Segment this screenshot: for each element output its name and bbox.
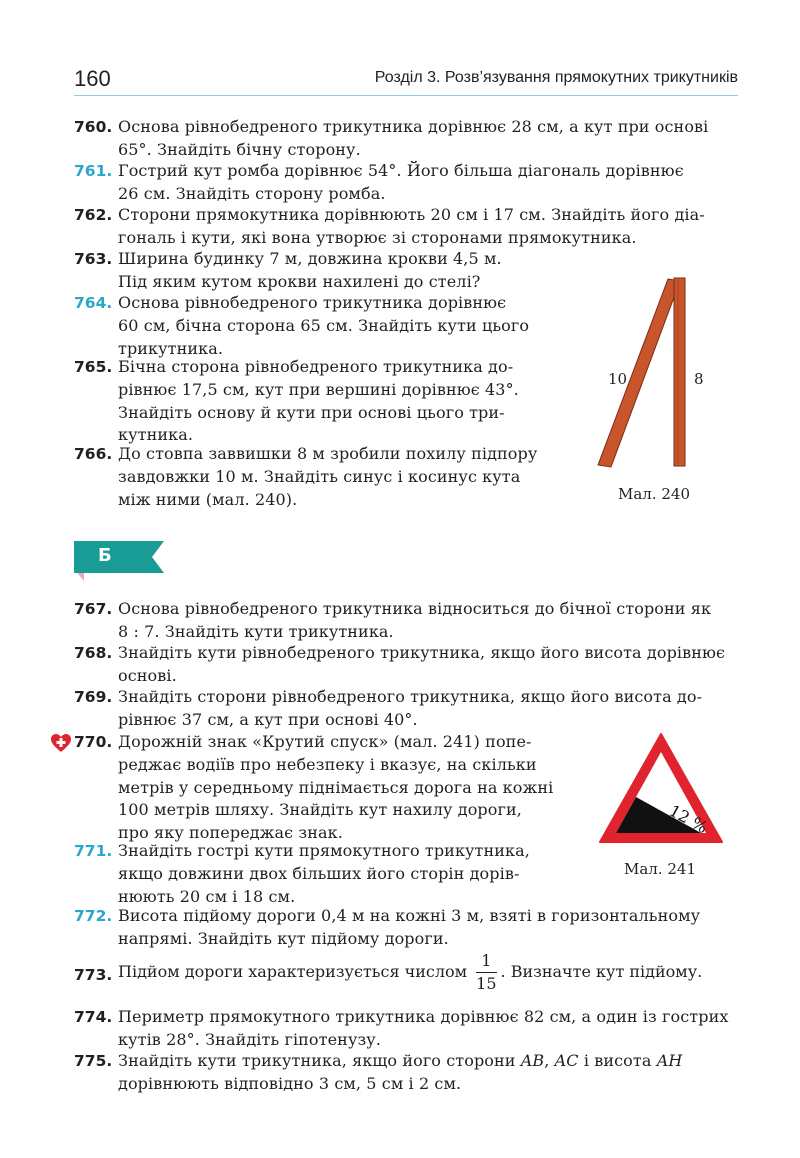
problem-number: 766.	[74, 445, 113, 463]
problem-text: . Визначте кут підйому.	[500, 962, 703, 981]
problem-number: 768.	[74, 644, 113, 662]
problem-text: Периметр прямокутного трикутника дорівнює 82 см, а один із гострих	[118, 1007, 729, 1026]
problem-text: Під яким кутом крокви нахилені до стелі?	[118, 271, 481, 291]
problem-number: 774.	[74, 1008, 113, 1026]
problem-772	[74, 905, 700, 951]
problem-text: 65°. Знайдіть бічну сторону.	[118, 139, 361, 159]
problem-text: Бічна сторона рівнобедреного трикутника до-	[118, 357, 514, 376]
problem-text: трикутника.	[118, 338, 224, 358]
problem-762	[74, 204, 705, 250]
header-divider	[74, 95, 738, 96]
problem-text: До стовпа заввишки 8 м зробили похилу підпору	[118, 444, 538, 463]
problem-761	[74, 160, 684, 206]
segment-ab: AB	[520, 1051, 545, 1070]
problem-text: Дорожній знак «Крутий спуск» (мал. 241) попе-	[118, 732, 532, 751]
figure-240-caption: Мал. 240	[618, 485, 690, 503]
problem-number: 763.	[74, 250, 113, 268]
problem-775	[74, 1050, 682, 1096]
fraction-numerator: 1	[481, 951, 492, 970]
problem-text: Основа рівнобедреного трикутника відноситься до бічної сторони як	[118, 599, 712, 618]
problem-text: Висота підйому дороги 0,4 м на кожні 3 м, взяті в горизонтальному	[118, 906, 701, 925]
problem-769	[74, 686, 702, 732]
problem-number: 764.	[74, 294, 113, 312]
problem-number: 772.	[74, 907, 113, 925]
problem-771	[74, 840, 530, 908]
problem-text: Основа рівнобедреного трикутника дорівнює	[118, 293, 507, 312]
problem-text: про яку попереджає знак.	[118, 823, 343, 843]
problem-text: нюють 20 см і 18 см.	[118, 886, 296, 906]
figure-241-caption: Мал. 241	[624, 860, 696, 878]
problem-number: 760.	[74, 118, 113, 136]
page-number: 160	[74, 66, 111, 91]
fraction-denominator: 15	[476, 974, 497, 993]
problem-text: гональ і кути, які вона утворює зі сторонами прямокутника.	[118, 227, 637, 247]
problem-text: 60 см, бічна сторона 65 см. Знайдіть кути цього	[118, 315, 530, 335]
problem-text: реджає водіїв про небезпеку і вказує, на скільки	[118, 754, 537, 774]
problem-768	[74, 642, 725, 688]
problem-text: Знайдіть сторони рівнобедреного трикутника, якщо його висота до-	[118, 687, 703, 706]
problem-text: напрямі. Знайдіть кут підйому дороги.	[118, 928, 449, 948]
heart-plus-icon	[50, 733, 72, 753]
problem-text: рівнює 17,5 см, кут при вершині дорівнює 43°.	[118, 379, 519, 399]
figure-241-road-sign	[596, 730, 726, 848]
problem-text: кутів 28°. Знайдіть гіпотенузу.	[118, 1029, 381, 1049]
fraction	[476, 950, 496, 995]
problem-number: 769.	[74, 688, 113, 706]
problem-text: якщо довжини двох більших його сторін дорів-	[118, 863, 520, 883]
problem-text: Сторони прямокутника дорівнюють 20 см і 17 см. Знайдіть його діа-	[118, 205, 705, 224]
problem-773	[74, 950, 702, 995]
label-vertical: 8	[694, 370, 704, 388]
chapter-title: Розділ 3. Розв’язування прямокутних трикутників	[374, 69, 738, 86]
problem-763	[74, 248, 502, 294]
problem-text: Підйом дороги характеризується числом	[118, 962, 468, 981]
segment-ac: AC	[554, 1051, 579, 1070]
problem-770	[74, 731, 553, 845]
problem-text: 100 метрів шляху. Знайдіть кут нахилу дороги,	[118, 800, 522, 820]
problem-text: кутника.	[118, 425, 194, 445]
problem-text: Гострий кут ромба дорівнює 54°. Його більша діагональ дорівнює	[118, 161, 684, 180]
problem-text: 26 см. Знайдіть сторону ромба.	[118, 183, 386, 203]
problem-text: між ними (мал. 240).	[118, 489, 298, 509]
problem-number: 765.	[74, 358, 113, 376]
problem-text: Знайдіть основу й кути при основі цього три-	[118, 402, 505, 422]
sign-text: 12 %	[666, 800, 711, 838]
problem-766	[74, 443, 537, 511]
page-header	[0, 0, 800, 100]
problem-764	[74, 292, 529, 360]
problem-text: завдовжки 10 м. Знайдіть синус і косинус кута	[118, 466, 521, 486]
problem-text: метрів у середньому піднімається дорога на кожні	[118, 777, 554, 797]
problem-text: дорівнюють відповідно 3 см, 5 см і 2 см.	[118, 1073, 462, 1093]
vertical-pole	[674, 278, 685, 466]
problem-text: Знайдіть кути рівнобедреного трикутника, якщо його висота дорівнює	[118, 643, 726, 662]
problem-text: основі.	[118, 665, 177, 685]
problem-number: 762.	[74, 206, 113, 224]
problem-number: 770.	[74, 733, 113, 751]
problem-number: 761.	[74, 162, 113, 180]
problem-767	[74, 598, 711, 644]
problem-text: 8 : 7. Знайдіть кути трикутника.	[118, 621, 394, 641]
label-slanted: 10	[608, 370, 628, 388]
problem-text: Ширина будинку 7 м, довжина крокви 4,5 м.	[118, 249, 502, 268]
problem-text: Знайдіть гострі кути прямокутного трикутника,	[118, 841, 530, 860]
section-tab	[74, 541, 164, 581]
problem-text: Знайдіть кути трикутника, якщо його сторони AB, AC і висота AH	[118, 1051, 683, 1070]
segment-ah: AH	[656, 1051, 683, 1070]
problem-774	[74, 1006, 728, 1052]
problem-760	[74, 116, 708, 162]
problem-number: 767.	[74, 600, 113, 618]
problem-number: 771.	[74, 842, 113, 860]
problem-number: 775.	[74, 1052, 113, 1070]
problem-text: рівнює 37 см, а кут при основі 40°.	[118, 709, 418, 729]
section-letter: Б	[98, 545, 112, 566]
problem-765	[74, 356, 519, 447]
problem-number: 773.	[74, 966, 113, 984]
problem-text: Основа рівнобедреного трикутника дорівнює 28 см, а кут при основі	[118, 117, 709, 136]
